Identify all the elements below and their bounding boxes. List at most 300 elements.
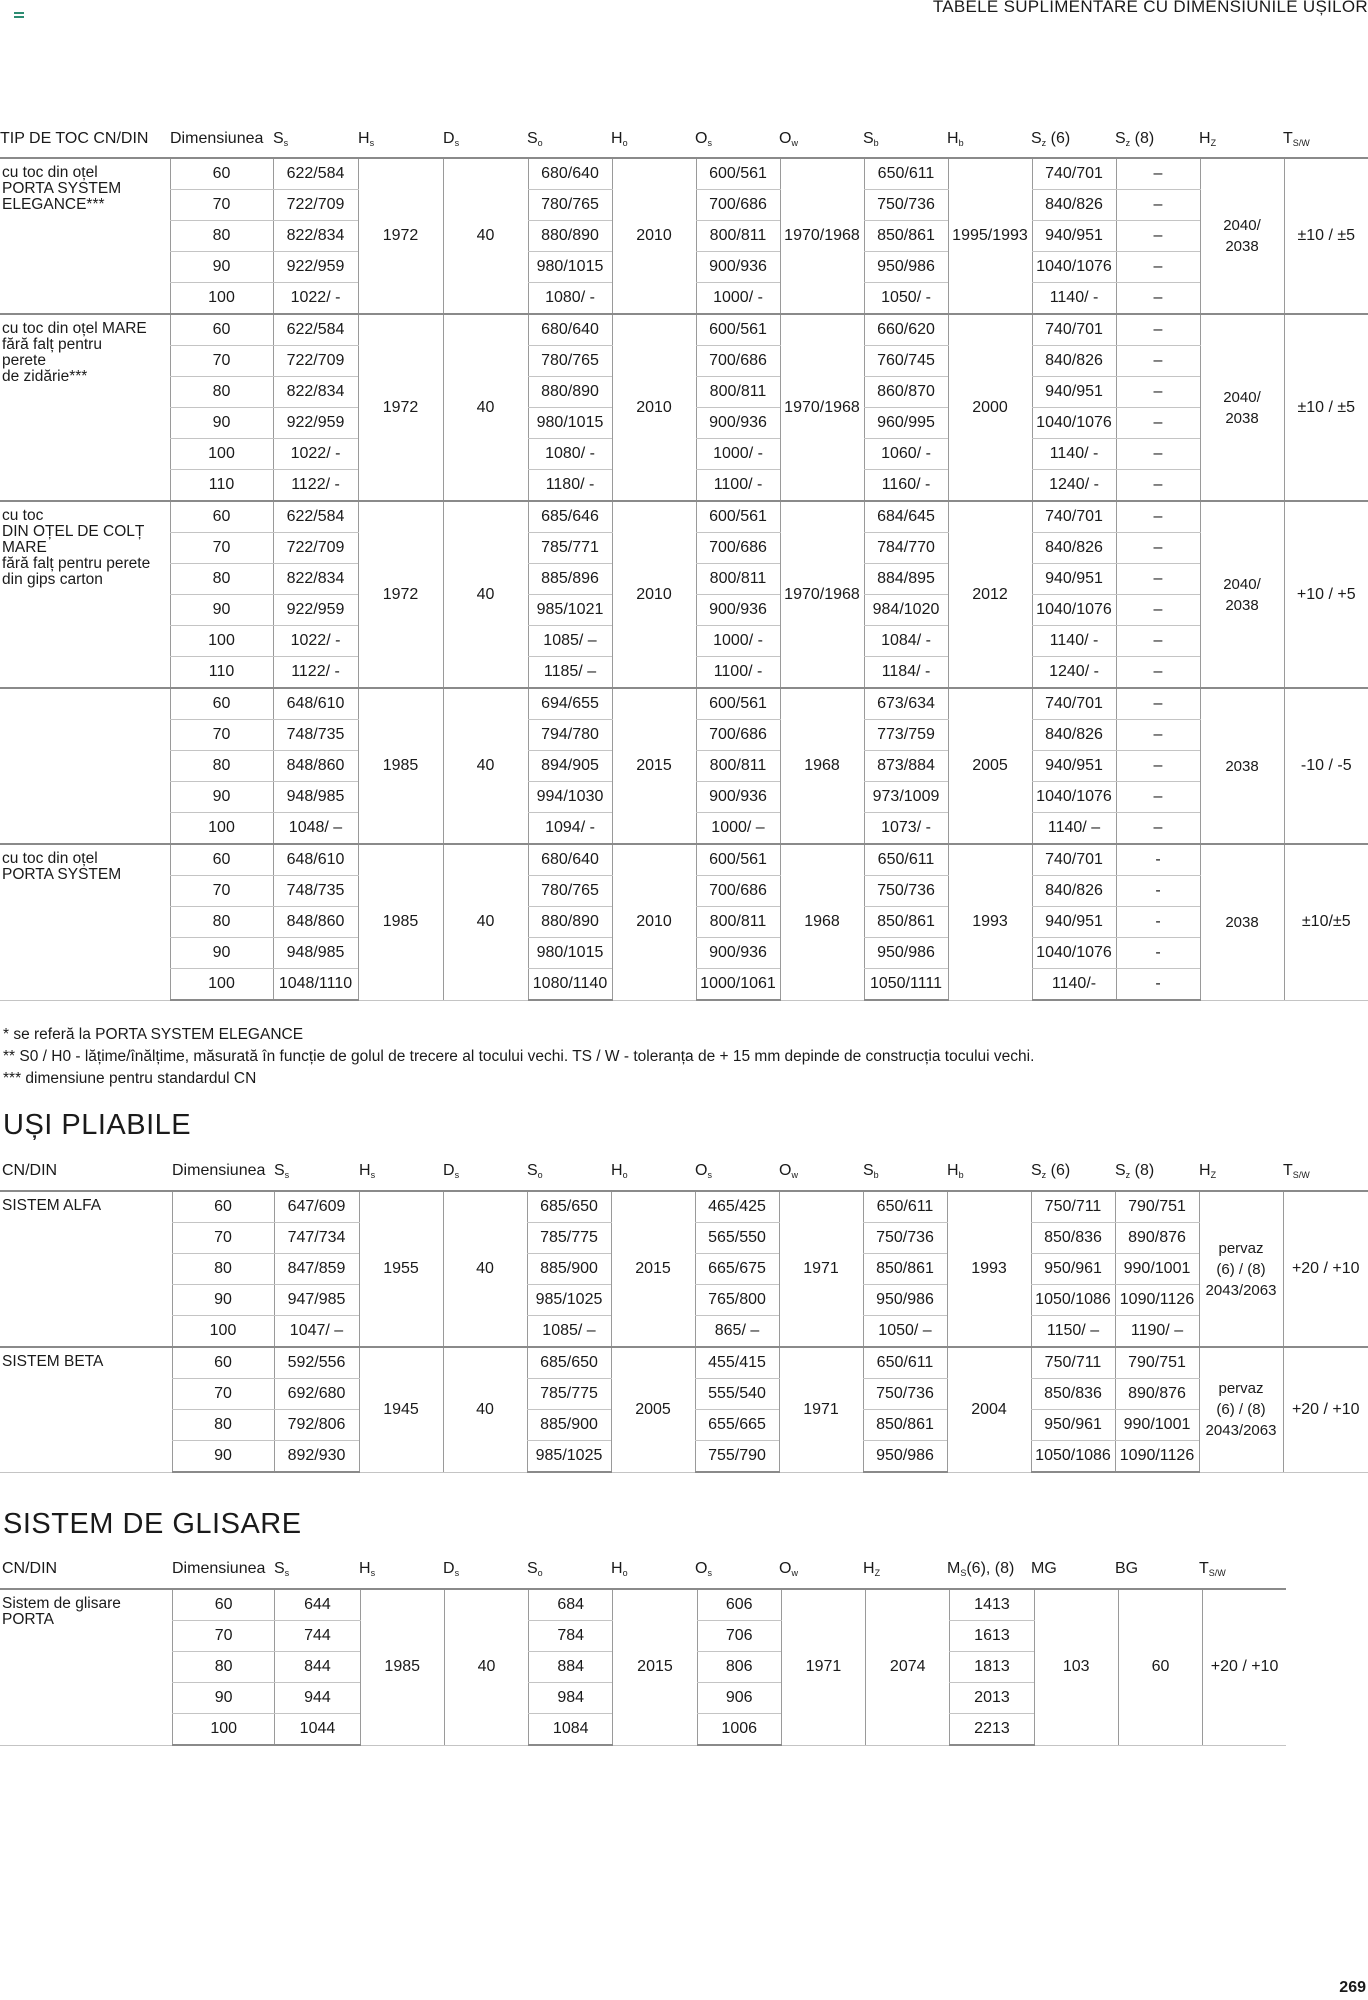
ss-cell: 948/985	[273, 938, 358, 969]
dimension-cell: 70	[170, 346, 273, 377]
merged-cell-hz: 2038	[1200, 688, 1284, 844]
merged-cell-tsw: -10 / -5	[1284, 688, 1368, 844]
merged-cell-hb: 2012	[948, 501, 1032, 688]
so-cell: 880/890	[528, 377, 612, 408]
os-cell: 700/686	[696, 190, 780, 221]
column-header: $H_o$	[611, 130, 628, 148]
merged-cell-hs: 1945	[359, 1347, 443, 1472]
sz8-cell: –	[1116, 813, 1200, 845]
sz8-cell: 790/751	[1115, 1347, 1199, 1379]
os-cell: 865/ –	[695, 1316, 779, 1348]
ss-cell: 844	[275, 1652, 360, 1683]
so-cell: 984	[529, 1683, 613, 1714]
column-header: $T_{S/W}$	[1283, 1162, 1310, 1180]
column-header: $T_{S/W}$	[1283, 130, 1310, 148]
column-header: $S_o$	[527, 130, 543, 148]
merged-cell-hb: 1993	[947, 1191, 1031, 1347]
column-header: $H_s$	[359, 1560, 376, 1578]
sb-cell: 750/736	[864, 876, 948, 907]
dimension-cell: 90	[170, 408, 273, 439]
so-cell: 1080/ -	[528, 439, 612, 470]
merged-cell-hz: pervaz (6) / (8) 2043/2063	[1199, 1191, 1283, 1347]
os-cell: 555/540	[695, 1379, 779, 1410]
so-cell: 880/890	[528, 221, 612, 252]
sz6-cell: 1140/ -	[1032, 439, 1116, 470]
ss-cell: 1122/ -	[273, 470, 358, 502]
sz8-cell: –	[1116, 470, 1200, 502]
column-header: $S_s$	[273, 130, 289, 148]
merged-cell-hs: 1972	[358, 314, 443, 501]
sz6-cell: 1140/-	[1032, 969, 1116, 1001]
sz8-cell: 1190/ –	[1115, 1316, 1199, 1348]
sz6-cell: 1040/1076	[1032, 938, 1116, 969]
dimension-cell: 80	[172, 1254, 274, 1285]
sz8-cell: 1090/1126	[1115, 1285, 1199, 1316]
merged-cell-hs: 1972	[358, 501, 443, 688]
sb-cell: 960/995	[864, 408, 948, 439]
column-header: CN/DIN	[2, 1560, 58, 1577]
column-header: Dimensiunea	[172, 1560, 266, 1577]
dimension-cell: 70	[173, 1621, 275, 1652]
sz6-cell: 740/701	[1032, 314, 1116, 346]
column-header: $H_s$	[358, 130, 375, 148]
os-cell: 1000/1061	[696, 969, 780, 1001]
sz8-cell: –	[1116, 595, 1200, 626]
os-cell: 900/936	[696, 408, 780, 439]
sb-cell: 850/861	[864, 907, 948, 938]
merged-cell-ow: 1968	[780, 844, 864, 1000]
dimension-cell: 60	[172, 1347, 274, 1379]
ss-cell: 1022/ -	[273, 283, 358, 315]
so-cell: 885/900	[527, 1410, 611, 1441]
os-cell: 765/800	[695, 1285, 779, 1316]
dimension-cell: 80	[170, 751, 273, 782]
os-cell: 465/425	[695, 1191, 779, 1223]
sz8-cell: –	[1116, 501, 1200, 533]
so-cell: 1085/ –	[528, 626, 612, 657]
column-header: $H_b$	[947, 1162, 964, 1180]
ss-cell: 748/735	[273, 876, 358, 907]
dimension-cell: 60	[170, 844, 273, 876]
ss-cell: 648/610	[273, 844, 358, 876]
os-cell: 600/561	[696, 158, 780, 190]
ss-cell: 744	[275, 1621, 360, 1652]
sb-cell: 1050/ -	[864, 283, 948, 315]
row-group-label: cu toc din oțel PORTA SYSTEM	[0, 844, 170, 1000]
ss-cell: 722/709	[273, 346, 358, 377]
so-cell: 780/765	[528, 346, 612, 377]
dimension-cell: 70	[170, 190, 273, 221]
so-cell: 785/771	[528, 533, 612, 564]
sz6-cell: 840/826	[1032, 533, 1116, 564]
merged-cell-ho: 2010	[612, 158, 696, 314]
ss-cell: 822/834	[273, 564, 358, 595]
merged-cell-hs: 1955	[359, 1191, 443, 1347]
os-cell: 900/936	[696, 252, 780, 283]
sz6-cell: 950/961	[1031, 1410, 1115, 1441]
merged-cell-hz: 2040/ 2038	[1200, 501, 1284, 688]
ss-cell: 922/959	[273, 595, 358, 626]
sb-cell: 873/884	[864, 751, 948, 782]
merged-cell-bg: 60	[1118, 1589, 1202, 1745]
sz6-cell: 940/951	[1032, 564, 1116, 595]
column-header: $H_o$	[611, 1162, 628, 1180]
os-cell: 906	[697, 1683, 781, 1714]
os-cell: 700/686	[696, 876, 780, 907]
merged-cell-ho: 2015	[612, 688, 696, 844]
sz8-cell: –	[1116, 751, 1200, 782]
sz8-cell: –	[1116, 657, 1200, 689]
ms-cell: 1613	[950, 1621, 1034, 1652]
dimension-cell: 80	[170, 377, 273, 408]
so-cell: 885/900	[527, 1254, 611, 1285]
so-cell: 680/640	[528, 158, 612, 190]
so-cell: 785/775	[527, 1379, 611, 1410]
sb-cell: 660/620	[864, 314, 948, 346]
ss-cell: 648/610	[273, 688, 358, 720]
merged-cell-hz: pervaz (6) / (8) 2043/2063	[1199, 1347, 1283, 1472]
dimension-cell: 60	[170, 314, 273, 346]
sz8-cell: –	[1116, 221, 1200, 252]
column-header: $S_z$ (8)	[1115, 130, 1155, 148]
sb-cell: 950/986	[864, 252, 948, 283]
ss-cell: 848/860	[273, 907, 358, 938]
sb-cell: 673/634	[864, 688, 948, 720]
sz6-cell: 1140/ –	[1032, 813, 1116, 845]
merged-cell-ho: 2010	[612, 314, 696, 501]
dimension-cell: 110	[170, 657, 273, 689]
os-cell: 806	[697, 1652, 781, 1683]
os-cell: 455/415	[695, 1347, 779, 1379]
ss-cell: 822/834	[273, 377, 358, 408]
os-cell: 655/665	[695, 1410, 779, 1441]
sb-cell: 650/611	[864, 844, 948, 876]
sz6-cell: 850/836	[1031, 1223, 1115, 1254]
sb-cell: 850/861	[864, 221, 948, 252]
footnote-1: * se referă la PORTA SYSTEM ELEGANCE	[3, 1026, 304, 1043]
sz8-cell: -	[1116, 938, 1200, 969]
column-header: CN/DIN	[2, 1162, 58, 1179]
sz6-cell: 1150/ –	[1031, 1316, 1115, 1348]
so-cell: 685/646	[528, 501, 612, 533]
sz6-cell: 1050/1086	[1031, 1441, 1115, 1473]
dimension-cell: 90	[173, 1683, 275, 1714]
dimension-cell: 80	[170, 221, 273, 252]
os-cell: 600/561	[696, 501, 780, 533]
footnote-2: ** S0 / H0 - lățime/înălțime, măsurată în funcție de golul de trecere al tocului vechi. TS / W - toleranța de + 15 mm depinde de construcția tocului vechi.	[3, 1048, 1035, 1065]
column-header: $D_s$	[443, 130, 460, 148]
merged-cell-tsw: ±10/±5	[1284, 844, 1368, 1000]
sb-cell: 950/986	[864, 938, 948, 969]
sb-cell: 750/736	[863, 1379, 947, 1410]
row-group-label: cu toc DIN OȚEL DE COLȚ MARE fără falț pentru perete din gips carton	[0, 501, 170, 688]
merged-cell-hs: 1985	[358, 844, 443, 1000]
ss-cell: 1122/ -	[273, 657, 358, 689]
dimension-cell: 90	[170, 938, 273, 969]
sb-cell: 684/645	[864, 501, 948, 533]
sb-cell: 1050/ –	[863, 1316, 947, 1348]
column-header: $H_Z$	[863, 1560, 881, 1578]
sz8-cell: –	[1116, 439, 1200, 470]
os-cell: 800/811	[696, 751, 780, 782]
table-row	[0, 314, 1368, 346]
dimension-cell: 70	[172, 1379, 274, 1410]
os-cell: 800/811	[696, 377, 780, 408]
sz6-cell: 1040/1076	[1032, 782, 1116, 813]
sz8-cell: 990/1001	[1115, 1410, 1199, 1441]
ss-cell: 722/709	[273, 533, 358, 564]
table-row	[0, 1347, 1368, 1379]
sz8-cell: –	[1116, 158, 1200, 190]
so-cell: 1180/ -	[528, 470, 612, 502]
so-cell: 684	[529, 1589, 613, 1621]
so-cell: 780/765	[528, 190, 612, 221]
dimension-cell: 100	[170, 626, 273, 657]
dimension-cell: 70	[170, 720, 273, 751]
os-cell: 1000/ -	[696, 283, 780, 315]
merged-cell-ds: 40	[443, 688, 528, 844]
sb-cell: 984/1020	[864, 595, 948, 626]
column-header: $H_Z$	[1199, 130, 1217, 148]
table-row	[0, 1191, 1368, 1223]
dimension-cell: 90	[172, 1441, 274, 1473]
ss-cell: 622/584	[273, 501, 358, 533]
dimension-cell: 90	[170, 252, 273, 283]
ss-cell: 922/959	[273, 408, 358, 439]
sz6-cell: 740/701	[1032, 158, 1116, 190]
os-cell: 800/811	[696, 907, 780, 938]
menu-icon[interactable]	[14, 12, 24, 20]
column-header: $S_s$	[274, 1560, 290, 1578]
ss-cell: 922/959	[273, 252, 358, 283]
os-cell: 755/790	[695, 1441, 779, 1473]
merged-cell-ho: 2010	[612, 844, 696, 1000]
sz6-cell: 740/701	[1032, 844, 1116, 876]
ss-cell: 848/860	[273, 751, 358, 782]
page-header-title: TABELE SUPLIMENTARE CU DIMENSIUNILE UȘILOR	[932, 0, 1368, 16]
merged-cell-ho: 2005	[611, 1347, 695, 1472]
row-group-label	[0, 688, 170, 844]
os-cell: 1000/ –	[696, 813, 780, 845]
merged-cell-ho: 2010	[612, 501, 696, 688]
dimension-cell: 90	[170, 782, 273, 813]
dimension-cell: 70	[170, 533, 273, 564]
so-cell: 1185/ –	[528, 657, 612, 689]
dimension-cell: 100	[170, 969, 273, 1001]
merged-cell-hs: 1985	[360, 1589, 444, 1745]
sb-cell: 860/870	[864, 377, 948, 408]
ss-cell: 1048/ –	[273, 813, 358, 845]
sz6-cell: 940/951	[1032, 221, 1116, 252]
os-cell: 1006	[697, 1714, 781, 1746]
column-header: $H_Z$	[1199, 1162, 1217, 1180]
ss-cell: 647/609	[274, 1191, 359, 1223]
so-cell: 884	[529, 1652, 613, 1683]
so-cell: 980/1015	[528, 938, 612, 969]
sb-cell: 650/611	[864, 158, 948, 190]
os-cell: 600/561	[696, 844, 780, 876]
sb-cell: 1184/ -	[864, 657, 948, 689]
column-header: $M_S(6)$, (8)	[947, 1560, 1015, 1578]
merged-cell-ow: 1971	[781, 1589, 865, 1745]
so-cell: 1080/ -	[528, 283, 612, 315]
os-cell: 600/561	[696, 314, 780, 346]
column-header: $O_s$	[695, 1560, 712, 1578]
os-cell: 800/811	[696, 221, 780, 252]
column-header: $S_b$	[863, 130, 879, 148]
os-cell: 706	[697, 1621, 781, 1652]
dimension-cell: 70	[170, 876, 273, 907]
merged-cell-hs: 1985	[358, 688, 443, 844]
sz8-cell: –	[1116, 314, 1200, 346]
sz6-cell: 1040/1076	[1032, 252, 1116, 283]
sb-cell: 650/611	[863, 1191, 947, 1223]
sz8-cell: –	[1116, 720, 1200, 751]
os-cell: 1000/ -	[696, 439, 780, 470]
sb-cell: 950/986	[863, 1441, 947, 1473]
table-row	[0, 158, 1368, 190]
merged-cell-ds: 40	[443, 844, 528, 1000]
sz8-cell: –	[1116, 377, 1200, 408]
ss-cell: 592/556	[274, 1347, 359, 1379]
sz8-cell: –	[1116, 533, 1200, 564]
merged-cell-hz: 2040/ 2038	[1200, 158, 1284, 314]
ss-cell: 1022/ -	[273, 626, 358, 657]
ss-cell: 822/834	[273, 221, 358, 252]
sz6-cell: 940/951	[1032, 751, 1116, 782]
sb-cell: 773/759	[864, 720, 948, 751]
column-header: $H_b$	[947, 130, 964, 148]
column-header: $O_s$	[695, 1162, 712, 1180]
merged-cell-hz: 2040/ 2038	[1200, 314, 1284, 501]
column-header: $S_o$	[527, 1560, 543, 1578]
merged-cell-hb: 1995/1993	[948, 158, 1032, 314]
dimension-cell: 80	[173, 1652, 275, 1683]
ss-cell: 622/584	[273, 314, 358, 346]
merged-cell-ow: 1971	[779, 1191, 863, 1347]
merged-cell-hb: 2004	[947, 1347, 1031, 1472]
so-cell: 980/1015	[528, 408, 612, 439]
column-header: $S_b$	[863, 1162, 879, 1180]
ss-cell: 1044	[275, 1714, 360, 1746]
os-cell: 1100/ -	[696, 470, 780, 502]
os-cell: 700/686	[696, 533, 780, 564]
so-cell: 694/655	[528, 688, 612, 720]
ss-cell: 792/806	[274, 1410, 359, 1441]
dimension-cell: 100	[170, 439, 273, 470]
sb-cell: 650/611	[863, 1347, 947, 1379]
ms-cell: 1813	[950, 1652, 1034, 1683]
ss-cell: 692/680	[274, 1379, 359, 1410]
os-cell: 1100/ -	[696, 657, 780, 689]
so-cell: 1085/ –	[527, 1316, 611, 1348]
sz6-cell: 740/701	[1032, 688, 1116, 720]
sz8-cell: -	[1116, 876, 1200, 907]
section-title-folding-doors: UȘI PLIABILE	[3, 1109, 192, 1141]
sz6-cell: 750/711	[1031, 1191, 1115, 1223]
sz8-cell: -	[1116, 969, 1200, 1001]
row-group-label: cu toc din oțel PORTA SYSTEM ELEGANCE***	[0, 158, 170, 314]
merged-cell-hb: 2000	[948, 314, 1032, 501]
os-cell: 665/675	[695, 1254, 779, 1285]
so-cell: 985/1025	[527, 1285, 611, 1316]
merged-cell-ow: 1970/1968	[780, 501, 864, 688]
table-row	[0, 688, 1368, 720]
os-cell: 1000/ -	[696, 626, 780, 657]
sz8-cell: –	[1116, 782, 1200, 813]
ss-cell: 847/859	[274, 1254, 359, 1285]
ms-cell: 2013	[950, 1683, 1034, 1714]
column-header: $S_s$	[274, 1162, 290, 1180]
sz6-cell: 940/951	[1032, 907, 1116, 938]
ss-cell: 947/985	[274, 1285, 359, 1316]
merged-cell-mg: 103	[1034, 1589, 1118, 1745]
merged-cell-ds: 40	[443, 158, 528, 314]
table-folding-doors	[0, 1190, 1368, 1473]
sz6-cell: 840/826	[1032, 190, 1116, 221]
dimension-cell: 110	[170, 470, 273, 502]
merged-cell-tsw: +10 / +5	[1284, 501, 1368, 688]
sz6-cell: 940/951	[1032, 377, 1116, 408]
column-header: $T_{S/W}$	[1199, 1560, 1226, 1578]
ss-cell: 748/735	[273, 720, 358, 751]
os-cell: 700/686	[696, 346, 780, 377]
sz6-cell: 1040/1076	[1032, 408, 1116, 439]
dimension-cell: 60	[170, 501, 273, 533]
page-number: 269	[1339, 1979, 1366, 1996]
merged-cell-ds: 40	[443, 1347, 527, 1472]
ms-cell: 1413	[950, 1589, 1034, 1621]
so-cell: 1084	[529, 1714, 613, 1746]
os-cell: 900/936	[696, 938, 780, 969]
sz6-cell: 850/836	[1031, 1379, 1115, 1410]
merged-cell-ds: 40	[443, 501, 528, 688]
column-header: $S_o$	[527, 1162, 543, 1180]
sz8-cell: 890/876	[1115, 1379, 1199, 1410]
sb-cell: 950/986	[863, 1285, 947, 1316]
merged-cell-hz: 2074	[866, 1589, 950, 1745]
merged-cell-hz: 2038	[1200, 844, 1284, 1000]
merged-cell-tsw: ±10 / ±5	[1284, 158, 1368, 314]
ss-cell: 1022/ -	[273, 439, 358, 470]
column-header: $O_w$	[779, 130, 798, 148]
sz6-cell: 950/961	[1031, 1254, 1115, 1285]
ss-cell: 747/734	[274, 1223, 359, 1254]
ss-cell: 948/985	[273, 782, 358, 813]
sb-cell: 884/895	[864, 564, 948, 595]
sz6-cell: 1140/ -	[1032, 283, 1116, 315]
merged-cell-ow: 1970/1968	[780, 314, 864, 501]
merged-cell-hb: 1993	[948, 844, 1032, 1000]
merged-cell-tsw: ±10 / ±5	[1284, 314, 1368, 501]
table-row	[0, 1589, 1286, 1621]
merged-cell-ds: 40	[444, 1589, 528, 1745]
ss-cell: 944	[275, 1683, 360, 1714]
os-cell: 900/936	[696, 782, 780, 813]
dimension-cell: 100	[172, 1316, 274, 1348]
sb-cell: 750/736	[864, 190, 948, 221]
column-header: TIP DE TOC CN/DIN	[0, 130, 149, 147]
sz6-cell: 1050/1086	[1031, 1285, 1115, 1316]
sz8-cell: 890/876	[1115, 1223, 1199, 1254]
column-header: $S_z$ (6)	[1031, 1162, 1071, 1180]
sz8-cell: –	[1116, 190, 1200, 221]
column-header: $D_s$	[443, 1162, 460, 1180]
section-title-sliding-system: SISTEM DE GLISARE	[3, 1508, 302, 1540]
row-group-label: cu toc din oțel MARE fără falț pentru perete de zidărie***	[0, 314, 170, 501]
merged-cell-hs: 1972	[358, 158, 443, 314]
sz8-cell: 790/751	[1115, 1191, 1199, 1223]
